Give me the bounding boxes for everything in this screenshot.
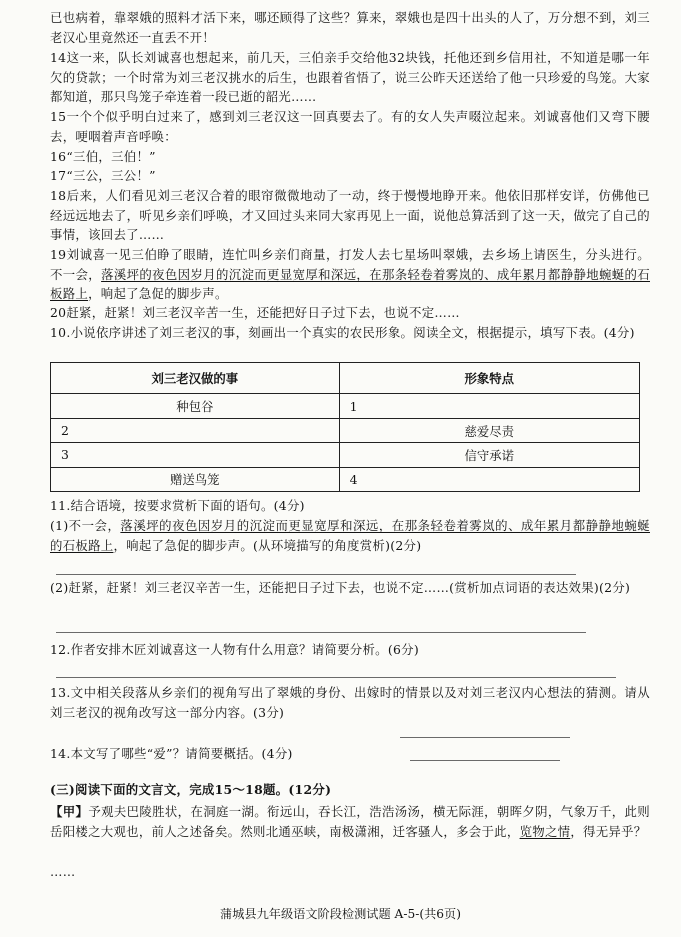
section-3-title: (三)阅读下面的文言文，完成15～18题。(12分) <box>50 782 332 797</box>
question-10-table <box>50 362 640 492</box>
q11-part1-underlined-sentence: 落溪坪的夜色因岁月的沉淀而更显宽厚和深远，在那条轻卷着雾岚的、成年累月都静静地蜿蜒的石板路上 <box>50 518 650 553</box>
answer-line[interactable] <box>56 677 616 678</box>
answer-line[interactable] <box>56 574 576 575</box>
question-12: 12.作者安排木匠刘诚喜这一人物有什么用意？请简要分析。(6分) <box>50 642 420 657</box>
table-cell-trait: 慈爱尽责 <box>339 418 639 442</box>
table-cell-deed: 种包谷 <box>51 394 340 418</box>
table-cell-trait-blank[interactable]: 4 <box>339 467 639 491</box>
table-cell-trait: 信守承诺 <box>339 443 639 467</box>
passage-paragraph-17: 17“三公，三公！” <box>50 168 156 183</box>
passage-paragraph-19 <box>50 245 650 304</box>
passage-paragraph-14: 14这一来，队长刘诚喜也想起来，前几天，三伯亲手交给他32块钱，托他还到乡信用社，不知道是哪一年欠的贷款；一个时常为刘三老汉挑水的后生，也跟着省悟了，说三公昨天还送给了他一只珍爱的鸟笼。大家都知道，那只鸟笼子牵连着一段已逝的韶光…… <box>50 50 650 104</box>
question-11-part-2: (2)赶紧，赶紧！刘三老汉辛苦一生，还能把日子过下去，也说不定……(赏析加点词语的表达效果)(2分) <box>50 580 631 595</box>
q11-part1-end: ，响起了急促的脚步声。(从环境描写的角度赏析)(2分) <box>113 537 422 553</box>
table-cell-deed-blank[interactable]: 3 <box>51 443 340 467</box>
question-11-part-1 <box>50 516 650 555</box>
classical-text-end: ，得无异乎？ <box>570 823 647 839</box>
answer-line[interactable] <box>410 760 560 761</box>
passage-paragraph-15: 15一个个似乎明白过来了，感到刘三老汉这一回真要去了。有的女人失声啜泣起来。刘诚喜他们又弯下腰去，哽咽着声音呼唤： <box>50 109 650 144</box>
passage-paragraph-18: 18后来，人们看见刘三老汉合着的眼帘微微地动了一动，终于慢慢地睁开来。他依旧那样安详，仿佛他已经远远地去了，听见乡亲们呼唤，才又回过头来同大家再见上一面，说他总算活到了这一天，做完了自己的事情，该回去了…… <box>50 188 650 242</box>
table-row <box>51 467 640 491</box>
paragraph-19-end: ，响起了急促的脚步声。 <box>88 286 228 301</box>
table-row <box>51 418 640 442</box>
page-footer: 蒲城县九年级语文阶段检测试题 A-5-(共6页) <box>220 907 461 921</box>
table-header-deeds: 刘三老汉做的事 <box>51 363 340 394</box>
question-13: 13.文中相关段落从乡亲们的视角写出了翠娥的身份、出嫁时的情景以及对刘三老汉内心想法的猜测。请从刘三老汉的视角改写这一部分内容。(3分) <box>50 685 650 720</box>
answer-line[interactable] <box>56 632 586 633</box>
q11-part1-start: (1)不一会， <box>50 518 121 533</box>
classical-text-jia <box>50 802 650 841</box>
question-14: 14.本文写了哪些“爱”？请简要概括。(4分) <box>50 746 293 761</box>
table-header-traits: 形象特点 <box>339 363 639 394</box>
table-cell-deed: 赠送鸟笼 <box>51 467 340 491</box>
table-cell-deed-blank[interactable]: 2 <box>51 418 340 442</box>
text-tag-jia: 【甲】 <box>50 804 89 819</box>
answer-line[interactable] <box>400 737 570 738</box>
table-row <box>51 443 640 467</box>
paragraph-19-underlined-sentence: 落溪坪的夜色因岁月的沉淀而更显宽厚和深远，在那条轻卷着雾岚的、成年累月都静静地蜿蜒的石板路上 <box>50 266 650 301</box>
table-row <box>51 394 640 418</box>
question-11: 11.结合语境，按要求赏析下面的语句。(4分) <box>50 498 305 513</box>
classical-text-underlined: 览物之情 <box>519 823 571 839</box>
classical-text-body: 予观夫巴陵胜状，在洞庭一湖。衔远山，吞长江，浩浩汤汤，横无际涯，朝晖夕阴，气象万千，此则岳阳楼之大观也，前人之述备矣。然则北通巫峡，南极潇湘，迁客骚人，多会于此， <box>50 804 650 839</box>
table-cell-trait-blank[interactable]: 1 <box>339 394 639 418</box>
paragraph-19-start: 19刘诚喜一见三伯睁了眼睛，连忙叫乡亲们商量，打发人去七星场叫翠娥，去乡场上请医生，分头进行。不一会， <box>50 247 650 282</box>
passage-paragraph-20: 20赶紧，赶紧！刘三老汉辛苦一生，还能把好日子过下去，也说不定…… <box>50 305 460 320</box>
passage-paragraph-16: 16“三伯，三伯！” <box>50 149 156 164</box>
classical-text-ellipsis: …… <box>50 864 76 879</box>
question-10: 10.小说依序讲述了刘三老汉的事，刻画出一个真实的农民形象。阅读全文，根据提示，填写下表。(4分) <box>50 325 635 340</box>
passage-paragraph-continued: 已也病着，靠翠娥的照料才活下来，哪还顾得了这些？算来，翠娥也是四十出头的人了，万分想不到，刘三老汉心里竟然还一直丢不开！ <box>50 10 650 45</box>
